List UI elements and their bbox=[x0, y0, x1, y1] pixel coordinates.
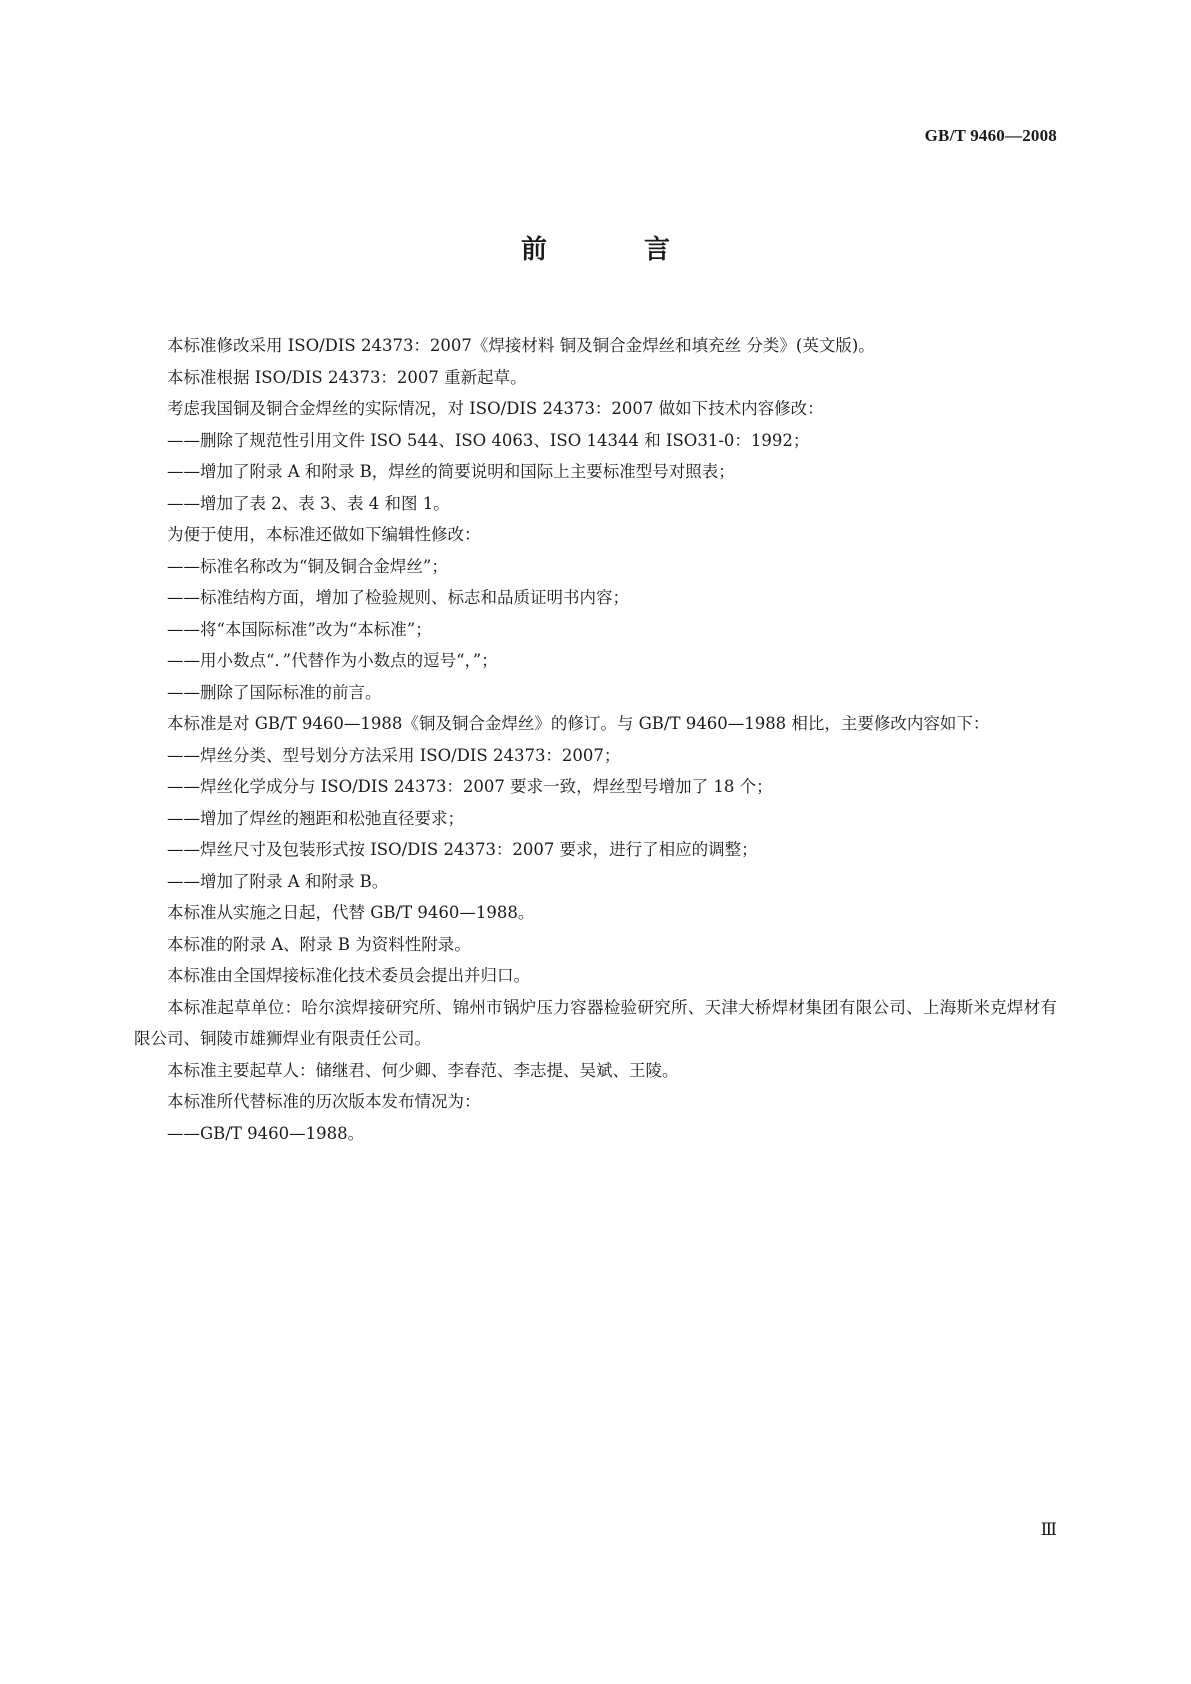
list-item: ——焊丝尺寸及包装形式按 ISO/DIS 24373：2007 要求，进行了相应的调整； bbox=[167, 840, 758, 859]
list-item: ——增加了表 2、表 3、表 4 和图 1。 bbox=[167, 493, 450, 513]
paragraph: 本标准根据 ISO/DIS 24373：2007 重新起草。 bbox=[167, 367, 527, 387]
standard-code: GB/T 9460—2008 bbox=[924, 126, 1057, 145]
list-item: ——删除了规范性引用文件 ISO 544、ISO 4063、ISO 14344 和 ISO31-0：1992； bbox=[167, 430, 810, 450]
paragraph: 本标准由全国焊接标准化技术委员会提出并归口。 bbox=[167, 966, 530, 985]
list-item: ——增加了附录 A 和附录 B。 bbox=[167, 871, 389, 891]
list-item: ——增加了焊丝的翘距和松弛直径要求； bbox=[167, 808, 464, 828]
list-item: ——GB/T 9460—1988。 bbox=[167, 1123, 365, 1143]
list-item: ——删除了国际标准的前言。 bbox=[167, 682, 382, 702]
foreword-body bbox=[134, 330, 1057, 1149]
paragraph: 本标准是对 GB/T 9460—1988《铜及铜合金焊丝》的修订。与 GB/T 9460—1988 相比，主要修改内容如下： bbox=[167, 714, 990, 733]
paragraph: 考虑我国铜及铜合金焊丝的实际情况，对 ISO/DIS 24373：2007 做如下技术内容修改： bbox=[167, 399, 824, 418]
list-item: ——增加了附录 A 和附录 B，焊丝的简要说明和国际上主要标准型号对照表； bbox=[167, 462, 735, 481]
paragraph: 本标准起草单位：哈尔滨焊接研究所、锦州市锅炉压力容器检验研究所、天津大桥焊材集团有限公司、上海斯米克焊材有限公司、铜陵市雄狮焊业有限责任公司。 bbox=[134, 997, 1057, 1048]
paragraph: 本标准修改采用 ISO/DIS 24373：2007《焊接材料 铜及铜合金焊丝和填充丝 分类》(英文版)。 bbox=[167, 336, 875, 355]
list-item: ——标准名称改为“铜及铜合金焊丝”； bbox=[167, 556, 448, 576]
page-number: Ⅲ bbox=[1040, 1520, 1057, 1539]
paragraph: 本标准主要起草人：储继君、何少卿、李春范、李志提、吴斌、王陵。 bbox=[167, 1060, 679, 1080]
page-title: 前 言 bbox=[520, 235, 715, 265]
list-item: ——焊丝化学成分与 ISO/DIS 24373：2007 要求一致，焊丝型号增加了 18 个； bbox=[167, 777, 773, 796]
list-item: ——焊丝分类、型号划分方法采用 ISO/DIS 24373：2007； bbox=[167, 745, 621, 765]
list-item: ——用小数点“．”代替作为小数点的逗号“，”； bbox=[167, 651, 498, 670]
paragraph: 为便于使用，本标准还做如下编辑性修改： bbox=[167, 525, 481, 544]
paragraph: 本标准所代替标准的历次版本发布情况为： bbox=[167, 1092, 481, 1111]
list-item: ——将“本国际标准”改为“本标准”； bbox=[167, 619, 432, 639]
paragraph: 本标准的附录 A、附录 B 为资料性附录。 bbox=[167, 934, 471, 954]
list-item: ——标准结构方面，增加了检验规则、标志和品质证明书内容； bbox=[167, 588, 629, 607]
paragraph: 本标准从实施之日起，代替 GB/T 9460—1988。 bbox=[167, 903, 535, 922]
